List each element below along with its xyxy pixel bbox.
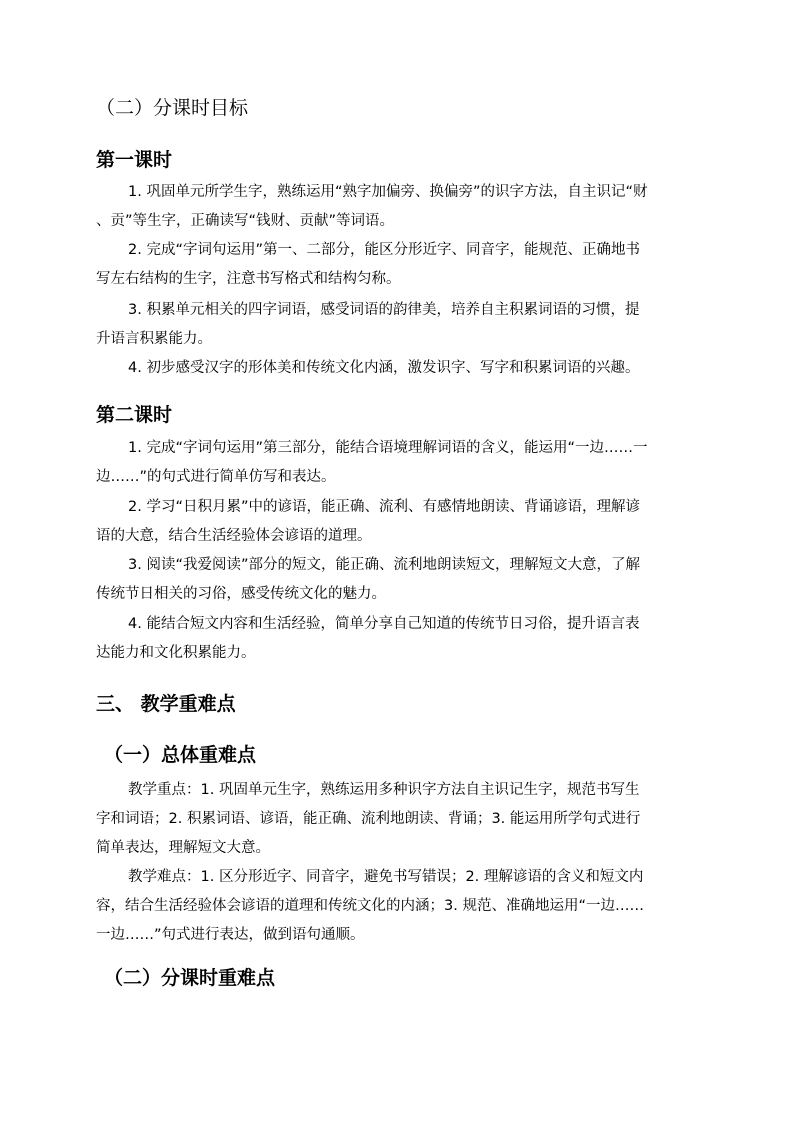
lesson-1-heading: 第一课时: [96, 149, 173, 171]
paragraph-line: 教学难点：1. 区分形近字、同音字，避免书写错误；2. 理解谚语的含义和短文内: [128, 869, 644, 885]
lesson-1-goal-4: [96, 354, 698, 383]
paragraph-line: 、贡”等生字，正确读写“钱财、贡献”等词语。: [96, 213, 395, 229]
paragraph-line: 1. 巩固单元所学生字，熟练运用“熟字加偏旁、换偏旁”的识字方法，自主识记“财: [128, 184, 648, 200]
lesson-2-goal-3: [96, 551, 698, 609]
paragraph-line: 传统节日相关的习俗，感受传统文化的魅力。: [96, 586, 386, 602]
paragraph-line: 字和词语；2. 积累词语、谚语，能正确、流利地朗读、背诵；3. 能运用所学句式进行: [96, 811, 641, 827]
paragraph-line: 升语言积累能力。: [96, 331, 212, 347]
paragraph-line: 容，结合生活经验体会谚语的道理和传统文化的内涵；3. 规范、准确地运用“一边……: [96, 898, 644, 914]
paragraph-line: 教学重点：1. 巩固单元生字，熟练运用多种识字方法自主识记生字，规范书写生: [128, 782, 640, 798]
paragraph-line: 3. 阅读“我爱阅读”部分的短文，能正确、流利地朗读短文，理解短文大意，了解: [128, 557, 640, 573]
lesson-2-goal-2: [96, 493, 698, 551]
paragraph-line: 3. 积累单元相关的四字词语，感受词语的韵律美，培养自主积累词语的习惯，提: [128, 302, 640, 318]
paragraph-line: 2. 完成“字词句运用”第一、二部分，能区分形近字、同音字，能规范、正确地书: [128, 242, 640, 258]
lesson-1-goal-1: [96, 178, 698, 236]
lesson-1-goal-2: [96, 236, 698, 294]
section-3-heading: 三、 教学重难点: [96, 693, 236, 715]
overall-difficulty-heading: （一）总体重难点: [104, 744, 257, 766]
lesson-2-goal-1: [96, 434, 698, 492]
paragraph-line: 4. 初步感受汉字的形体美和传统文化内涵，激发识字、写字和积累词语的兴趣。: [128, 360, 640, 376]
paragraph-line: 达能力和文化积累能力。: [96, 645, 256, 661]
paragraph-line: 边……”的句式进行简单仿写和表达。: [96, 469, 336, 485]
paragraph-line: 一边……”句式进行表达，做到语句通顺。: [96, 927, 365, 943]
lesson-2-goal-4: [96, 610, 698, 668]
teaching-difficulty-paragraph: [96, 863, 698, 950]
paragraph-line: 4. 能结合短文内容和生活经验，简单分享自己知道的传统节日习俗，提升语言表: [128, 616, 640, 632]
paragraph-line: 简单表达，理解短文大意。: [96, 840, 270, 856]
lesson-2-heading: 第二课时: [96, 404, 173, 426]
paragraph-line: 语的大意，结合生活经验体会谚语的道理。: [96, 528, 372, 544]
paragraph-line: 写左右结构的生字，注意书写格式和结构匀称。: [96, 271, 401, 287]
lesson-difficulty-heading: （二）分课时重难点: [104, 967, 276, 989]
subsection-heading-lesson-goals: （二）分课时目标: [96, 97, 249, 119]
lesson-1-goal-3: [96, 296, 698, 354]
paragraph-line: 2. 学习“日积月累”中的谚语，能正确、流利、有感情地朗读、背诵谚语，理解谚: [128, 499, 640, 515]
teaching-focus-paragraph: [96, 776, 698, 863]
paragraph-line: 1. 完成“字词句运用”第三部分，能结合语境理解词语的含义，能运用“一边……一: [128, 440, 648, 456]
